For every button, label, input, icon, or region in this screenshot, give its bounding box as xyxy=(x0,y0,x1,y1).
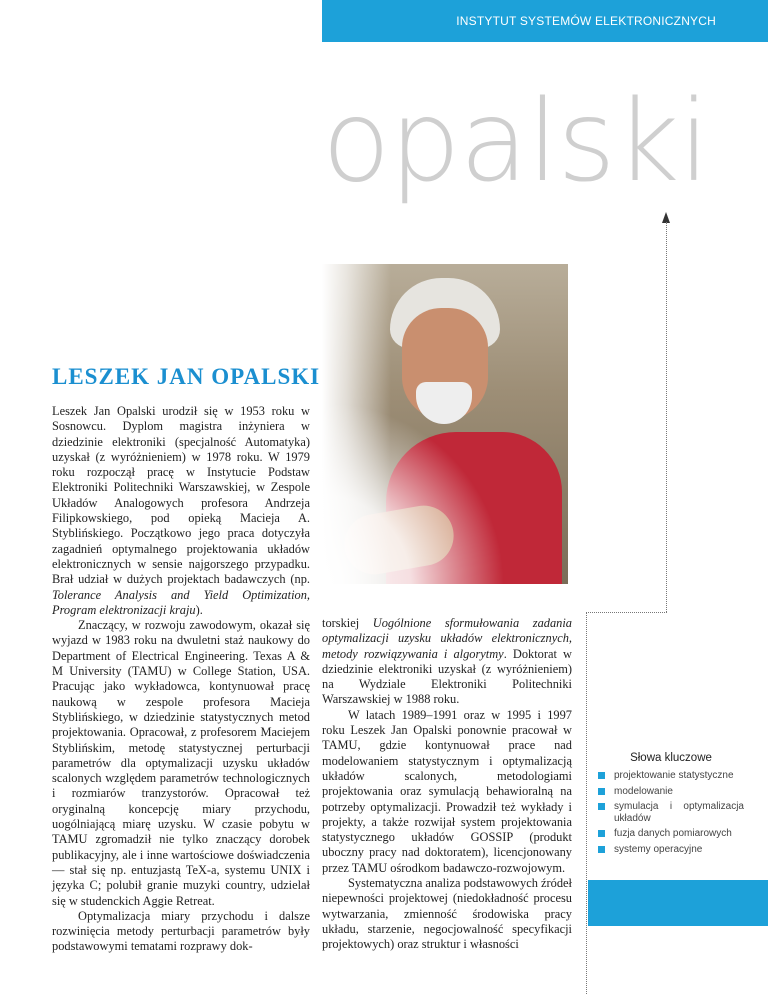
keyword-item: fuzja danych pomiarowych xyxy=(598,828,744,840)
keyword-item: projektowanie statystyczne xyxy=(598,770,744,782)
article-column-2 xyxy=(322,616,572,953)
bullet-square-icon xyxy=(598,788,605,795)
keyword-item: symulacja i optymalizacja układów xyxy=(598,801,744,824)
section-header xyxy=(322,0,768,42)
paragraph: Znaczący, w rozwoju zawodowym, okazał się wyjazd w 1983 roku na dwuletni staż naukowy do Department of Electrical Engineering. Texas A & M University (TAMU) w College Station, USA. Pracując jako wykładowca, kontynuował pracę naukową w zespole profesora Macieja Styblińskiego, w dziedzinie statystycznych metod projektowania. Opracował, z profesorem Maciejem Styblińskim, metodę statystycznej perturbacji parametrów dla optymalizacji uzysku układów scalonych względem parametrów technologicznych i rozmiarów tranzystorów. Opracował też oryginalną koncepcję miary przychodu, uogólniającą miarę uzysku. W czasie pobytu w TAMU zgromadził nie tylko znaczący dorobek publikacyjny, ale i inne wartościowe doświadczenia — stał się np. entuzjastą TeX-a, systemu UNIX i języka C; polubił granie muzyki country, udzielał się w studenckich Aggie Retreat. xyxy=(52,618,310,908)
decorative-bar xyxy=(588,880,768,926)
keywords-list xyxy=(598,770,744,855)
paragraph: torskiej Uogólnione sformułowania zadania optymalizacji uzysku układów elektronicznych, metody rozwiązywania i algorytmy. Doktorat w dziedzinie elektroniki uzyskał (z wyróżnieniem) na Wydziale Elektroniki Politechniki Warszawskiej w 1988 roku. xyxy=(322,616,573,707)
portrait-photo xyxy=(322,264,568,584)
keywords-box xyxy=(598,752,744,859)
keyword-item: systemy operacyjne xyxy=(598,844,744,856)
paragraph: Leszek Jan Opalski urodził się w 1953 roku w Sosnowcu. Dyplom magistra inżyniera w dziedzinie elektroniki (specjalność Automatyka) uzyskał (z wyróżnieniem) w 1978 roku. W 1979 roku rozpoczął pracę w Instytucie Podstaw Elektroniki Politechniki Warszawskiej, w Zespole Układów Analogowych profesora Andrzeja Filipkowskiego, pod opieką Macieja A. Styblińskiego. Początkowo jego praca dotyczyła zagadnień optymalnego projektowania układów elektronicznych w sensie najgorszego przypadku. Brał udział w dużych projektach badawczych (np. Tolerance Analysis and Yield Optimization, Program elektronizacji kraju). xyxy=(52,404,310,617)
bullet-square-icon xyxy=(598,772,605,779)
paragraph: W latach 1989–1991 oraz w 1995 i 1997 roku Leszek Jan Opalski ponownie pracował w TAMU, gdzie kontynuował prace nad modelowaniem statystycznym i optymalizacją układów scalonych, metodologiami projektowania oraz symulacją behawioralną na potrzeby optymalizacji. Prowadził też wykłady i projekty, a także rozwijał system projektowania statystycznego układów GOSSIP (produkt uboczny pracy nad doktoratem), licencjonowany przez TAMU ośrodkom badawczo-rozwojowym. xyxy=(322,707,572,875)
dotted-guide-horizontal xyxy=(586,612,667,613)
section-title: INSTYTUT SYSTEMÓW ELEKTRONICZNYCH xyxy=(456,14,716,28)
bullet-square-icon xyxy=(598,846,605,853)
paragraph: Optymalizacja miary przychodu i dalsze rozwinięcia metody perturbacji parametrów były podstawowymi tematami rozprawy dok- xyxy=(52,908,310,954)
decorative-surname: opalski xyxy=(322,77,709,207)
person-name: LESZEK JAN OPALSKI xyxy=(52,364,321,389)
article-column-1 xyxy=(52,404,310,955)
bullet-square-icon xyxy=(598,830,605,837)
bullet-square-icon xyxy=(598,803,605,810)
paragraph: Systematyczna analiza podstawowych źródeł niepewności projektowej (niedokładność procesu wytwarzania, zmienność środowiska pracy układu, starzenie, negocjowalność specyfikacji projektowych) oraz struktur i własności xyxy=(322,876,572,952)
keywords-title: Słowa kluczowe xyxy=(630,752,712,764)
dotted-guide-edge xyxy=(586,612,587,994)
dotted-guide-vertical xyxy=(666,222,667,612)
keyword-item: modelowanie xyxy=(598,786,744,798)
